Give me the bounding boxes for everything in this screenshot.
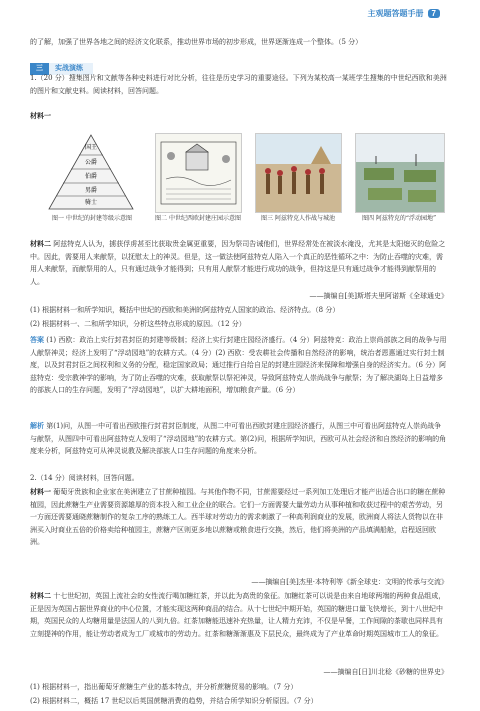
answer-text: (1) 西欧：政治上实行封君封臣的封建等级制；经济上实行封建庄园经济盛行。（4 分）阿兹特克：政治上崇尚部族之间的战争与用人献祭神灵；经济上发明了“浮动园地”的农耕方式。（4 分）(2) 西欧：受农耕社会传播和自然经济的影响，统治者恩惠通过实行封土制度，以及封君封臣之间权利和义务的分配，稳定国家政局；通过推行自给自足的封建庄园经济来保障和增强自身的经济实力。（6 分）阿兹特克：受宗教神学的影响，为了防止吞噬的灾难，获取献祭以祭祀神灵，导致阿兹特克人崇尚战争与献祭；为了解决湖岛上日益增多的部族人口的生存问题，发明了“浮动园地”，以扩大耕地面积，增加粮食产量。（6 分） [30, 336, 447, 395]
q1-subquestion-1: (1) 根据材料一和所学知识，概括中世纪的西欧和美洲的阿兹特克人国家的政治、经济特点。（8 分） [30, 306, 340, 314]
q2-material1-text: 葡萄牙贵族和企业家在美洲建立了甘蔗种植园。与其他作物不同，甘蔗需要经过一系列加工处理后才能产出适合出口的糖在蔗种植园，因此蔗糖生产业需要资源雄厚的资本投入和工业企业的联合。它们一方面需要大量劳动力从事种植和收获过程中的艰苦劳动，另一方面还需要通晓蔗糖制作的复杂工序的熟练工人。西半球对劳动力的需求刺激了一种高利润商业的发展，欧洲商人将法人货物以在非洲买入时商业五倍的价格卖给种植园主，蔗糖产区则更多地以蔗糖或粮食进行交换，然后，他们将美洲的产品填满船舱，启程返回欧洲。 [30, 488, 446, 547]
floating-gardens-illustration [356, 134, 444, 212]
manor-illustration [156, 134, 241, 212]
pyramid-level-2: 公爵 [84, 159, 98, 166]
pyramid-level-1: 国王 [84, 144, 98, 151]
analysis-label: 解析 [30, 421, 44, 430]
q2-material1 [30, 486, 448, 549]
header-title: 主观题答题手册 [367, 9, 424, 18]
analysis-text: 第(1)问，从图一中可看出西欧推行封君封臣制度，从图二中可看出西欧封建庄园经济盛行，从图三中可看出阿兹特克人崇尚战争与献祭，从图四中可看出阿兹特克人发明了“浮动园地”的农耕方式。第(2)问，根据所学知识，西欧可从社会经济和自然经济的影响的角度来分析，阿兹特克可从神灵说教及解决部族人口生存问题的角度来分析。 [30, 422, 447, 456]
section-title: 实战演练 [49, 63, 93, 75]
q1-material2-label: 材料二 [30, 239, 51, 248]
section-heading [30, 55, 448, 72]
q1-subquestion-2: (2) 根据材料一、二和所学知识，分析这些特点形成的原因。（12 分） [30, 320, 246, 328]
q1-analysis [30, 420, 448, 458]
q2-material2-label: 材料二 [30, 591, 51, 600]
pyramid-level-4: 男爵 [84, 187, 98, 194]
section-number: 三 [30, 63, 49, 75]
figure2-manor [155, 133, 242, 213]
figure3-aztec-battle [255, 133, 342, 213]
q2-subquestion-2: (2) 根据材料二，概括 17 世纪以后英国蔗糖消费的趋势，并结合所学知识分析原因。（7 分） [30, 697, 318, 705]
q2-material2-source: ——摘编自[日]川北稔《砂糖的世界史》 [323, 668, 448, 676]
pyramid-diagram [45, 133, 137, 211]
q1-material1-label: 材料一 [30, 111, 51, 120]
figure4-floating-gardens [355, 133, 445, 213]
q2-material2-text: 十七世纪初，英国上流社会的女性流行喝加糖红茶，并以此为高贵的象征。加糖红茶可以说是由来自地球两端的两种食品组成，正是因为英国占据世界商业的中心位置，才能实现这两种商品的结合。从十七世纪中期开始，英国的糖进口量飞快增长，到十八世纪中期，英国民众的人均糖用量是法国人的八到九倍。红茶加糖能迅速补充热量，让人精力充沛，不仅是早餐，工作间隙的茶歇也同样具有立刻提神的作用，能让劳动者成为工厂或城市的劳动力。红茶和糖渐渐惠及下层民众，最终成为了产业革命时期英国城市工人的象征。 [30, 592, 446, 638]
q2-stem: 2.（14 分）阅读材料，回答问题。 [30, 474, 139, 482]
q1-material2-text: 阿兹特克人认为，掳获俘虏甚至比获取贵金属更重要，因为祭司告诫他们，世界经常处在被淡水淹没，尤其是太阳熄灭的危险之中。因此，需要用人来献祭，以抚慰太上的神灵。但是，这一做法使阿兹特克人陷入一个真正的恶性循环之中：为防止吞噬的灾难，需用人来献祭，而献祭用的人，只有通过战争才能得到；只有用人献祭才能进行成功的战争，但持这是只有通过战争才能得到献祭用的人。 [30, 240, 446, 286]
figure4-caption: 图四 阿兹特克的“浮动园地” [361, 215, 437, 222]
answer-label: 答案 [30, 335, 44, 344]
figure2-caption: 图二 中世纪西欧封建庄园示意图 [155, 215, 241, 222]
q1-stem: 1.（20 分）搜集图片和文献等各种史料进行对比分析，往往是历史学习的重要途径。下列为某校高一某班学生搜集的中世纪西欧和美洲的图片和文献史料。阅读材料，回答问题。 [30, 74, 447, 95]
intro-line: 的了解，加强了世界各地之间的经济文化联系，推动世界市场的初步形成，世界逐渐连成一个整体。（5 分） [30, 38, 363, 46]
q1-material2-source: ——摘编自[美]斯塔夫里阿诺斯《全球通史》 [309, 292, 448, 300]
q1-material2 [30, 238, 448, 288]
q1-answer [30, 334, 448, 397]
figure1-pyramid [45, 133, 137, 211]
figure3-caption: 图三 阿兹特克人作战与城池 [261, 215, 335, 222]
q2-subquestion-1: (1) 根据材料一，指出葡萄牙蔗糖生产业的基本特点，并分析蔗糖贸易的影响。（7 分） [30, 683, 298, 691]
q2-material1-label: 材料一 [30, 487, 51, 496]
page-header [368, 8, 440, 19]
q2-material1-source: ——摘编自[美]杰里·本特利等《新全球史：文明的传承与交流》 [251, 578, 448, 586]
pyramid-level-5: 骑士 [84, 199, 98, 206]
figure1-caption: 图一 中世纪的封建等级示意图 [52, 215, 132, 222]
aztec-battle-illustration [256, 134, 341, 212]
q2-material2 [30, 590, 448, 640]
pyramid-level-3: 伯爵 [84, 173, 98, 180]
page-number: 7 [428, 9, 440, 18]
